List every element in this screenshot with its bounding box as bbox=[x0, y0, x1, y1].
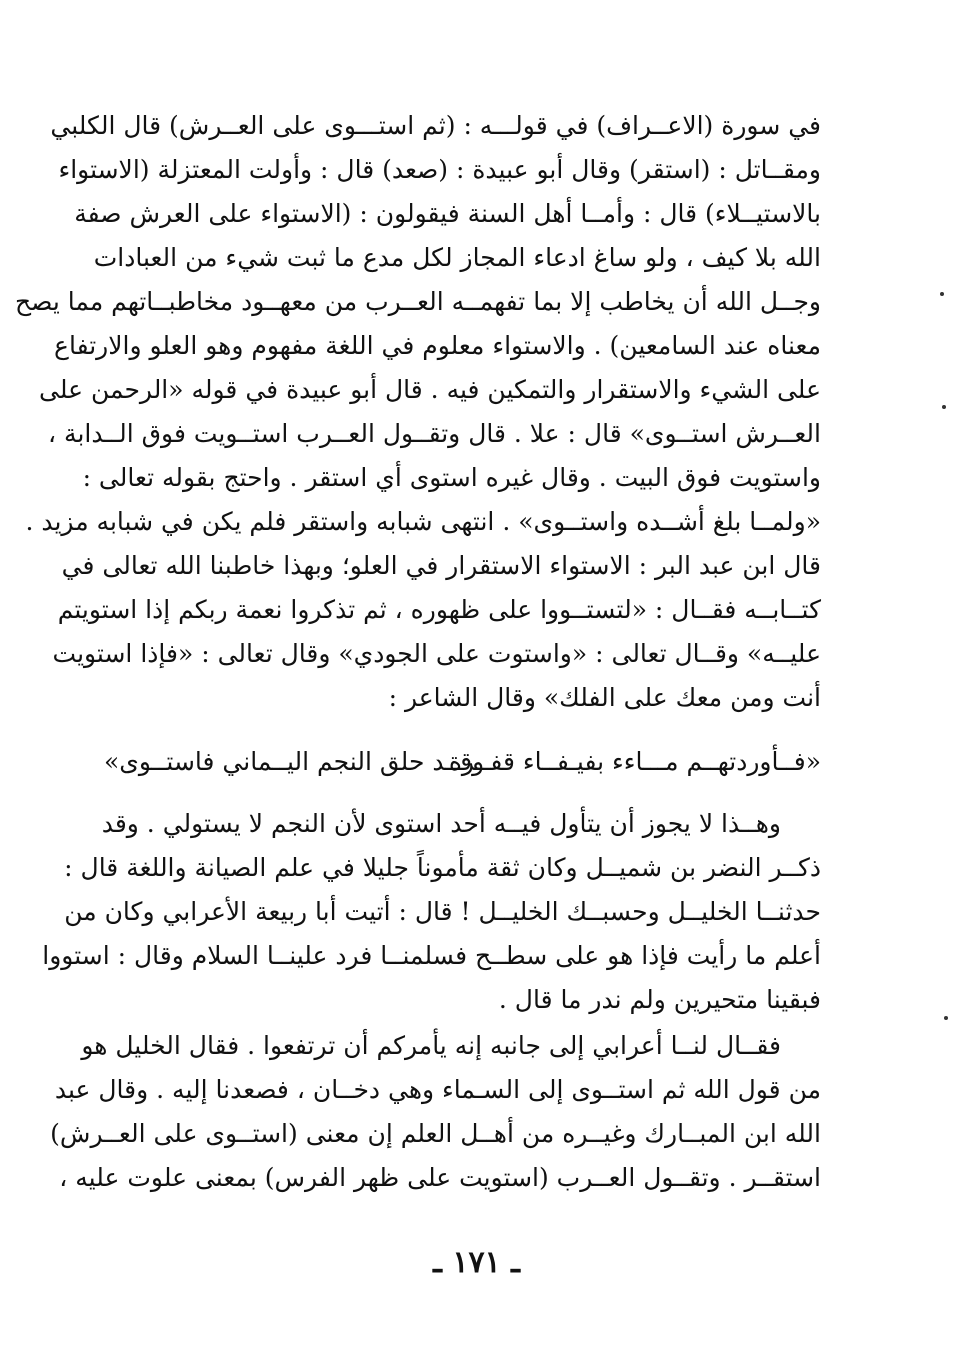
text-line: قال ابن عبد البر : الاستواء الاستقرار في العلو؛ وبهذا خاطبنا الله تعالى في bbox=[61, 551, 821, 580]
scan-speck bbox=[940, 292, 944, 296]
verse-first-hemistich: «فــأوردتهــم مـــاءء بفيـفــاء قفــرة bbox=[448, 747, 821, 776]
verse-second-hemistich: وقــد حلق النجم اليــماني فاستــوى» bbox=[104, 747, 485, 776]
scan-speck bbox=[942, 405, 946, 409]
text-line: في سورة (الاعــراف) في قولـــه : (ثم استـــوى على العــرش) قال الكلبي bbox=[50, 111, 821, 140]
text-line: وهــذا لا يجوز أن يتأول فيــه أحد استوى لأن النجم لا يستولي . وقد bbox=[101, 809, 781, 838]
text-line: عليــه» وقــال تعالى : «واستوت على الجودي» وقال تعالى : «فإذا استويت bbox=[52, 639, 821, 668]
text-line: من قول الله ثم استــوى إلى السـماء وهي دخــان ، فصعدنا إليه . وقال عبد bbox=[54, 1075, 821, 1104]
text-line: العــرش استــوى» قال : علا . قال وتقــول العــرب استــويت فوق الــدابة ، bbox=[48, 419, 821, 448]
text-line: بالاستيــلاء) قال : وأمــا أهل السنة فيقولون : (الاستواء على العرش صفة bbox=[74, 199, 821, 228]
text-line: فقــال لنــا أعرابي إلى جانبه إنه يأمركم أن ترتفعوا . فقال الخليل هو bbox=[81, 1031, 781, 1060]
text-line: ومقــاتل : (استقر) وقال أبو عبيدة : (صعد) قال : وأولت المعتزلة (الاستواء bbox=[58, 155, 821, 184]
text-line: معناه عند السامعين) . والاستواء معلوم في اللغة مفهوم وهو العلو والارتفاع bbox=[54, 331, 821, 360]
text-line: استقــر . وتقــول العــرب (استويت على ظهر الفرس) بمعنى علوت عليه ، bbox=[59, 1163, 821, 1192]
paragraph-2 bbox=[42, 802, 821, 1022]
text-line: الله ابن المبــارك وغيــره من أهــل العلم إن معنى (استــوى على العــرش) bbox=[50, 1119, 821, 1148]
paragraph-1 bbox=[15, 104, 821, 720]
text-line: واستويت فوق البيت . وقال غيره استوى أي استقر . واحتج بقوله تعالى : bbox=[82, 463, 821, 492]
scan-speck bbox=[944, 1016, 948, 1020]
text-line: فبقينا متحيرين ولم ندر ما قال . bbox=[498, 985, 821, 1014]
poetry-verse bbox=[104, 740, 821, 784]
paragraph-3 bbox=[50, 1024, 821, 1200]
text-line: أنت ومن معك على الفلك» وقال الشاعر : bbox=[388, 683, 821, 712]
text-line: وجــل الله أن يخاطب إلا بما تفهمــه العــرب من معهــود مخاطبــاتهم مما يصح bbox=[15, 287, 821, 316]
text-line: حدثنــا الخليــل وحسبــك الخليــل ! قال : أتيت أبا ربيعة الأعرابي وكان من bbox=[64, 897, 821, 926]
text-line: الله بلا كيف ، ولو ساغ ادعاء المجاز لكل مدع ما ثبت شيء من العبادات bbox=[93, 243, 821, 272]
text-line: أعلم ما رأيت فإذا هو على سطــح فسلمنــا فرد علينــا السلام وقال : استووا bbox=[42, 941, 821, 970]
text-line: ذكــر النضر بن شميــل وكان ثقة مأموناً جليلا في علم الصيانة واللغة قال : bbox=[64, 853, 821, 882]
text-line: كتــابــه فقــال : «لتستــووا على ظهوره ، ثم تذكروا نعمة ربكم إذا استويتم bbox=[57, 595, 821, 624]
text-line: على الشيء والاستقرار والتمكين فيه . قال أبو عبيدة في قوله «الرحمن على bbox=[38, 375, 821, 404]
page-number: ـ ١٧١ ـ bbox=[433, 1245, 520, 1280]
text-line: «ولمــا بلغ أشــده واستــوى» . انتهى شبابه واستقر فلم يكن في شبابه مزيد . bbox=[25, 507, 821, 536]
